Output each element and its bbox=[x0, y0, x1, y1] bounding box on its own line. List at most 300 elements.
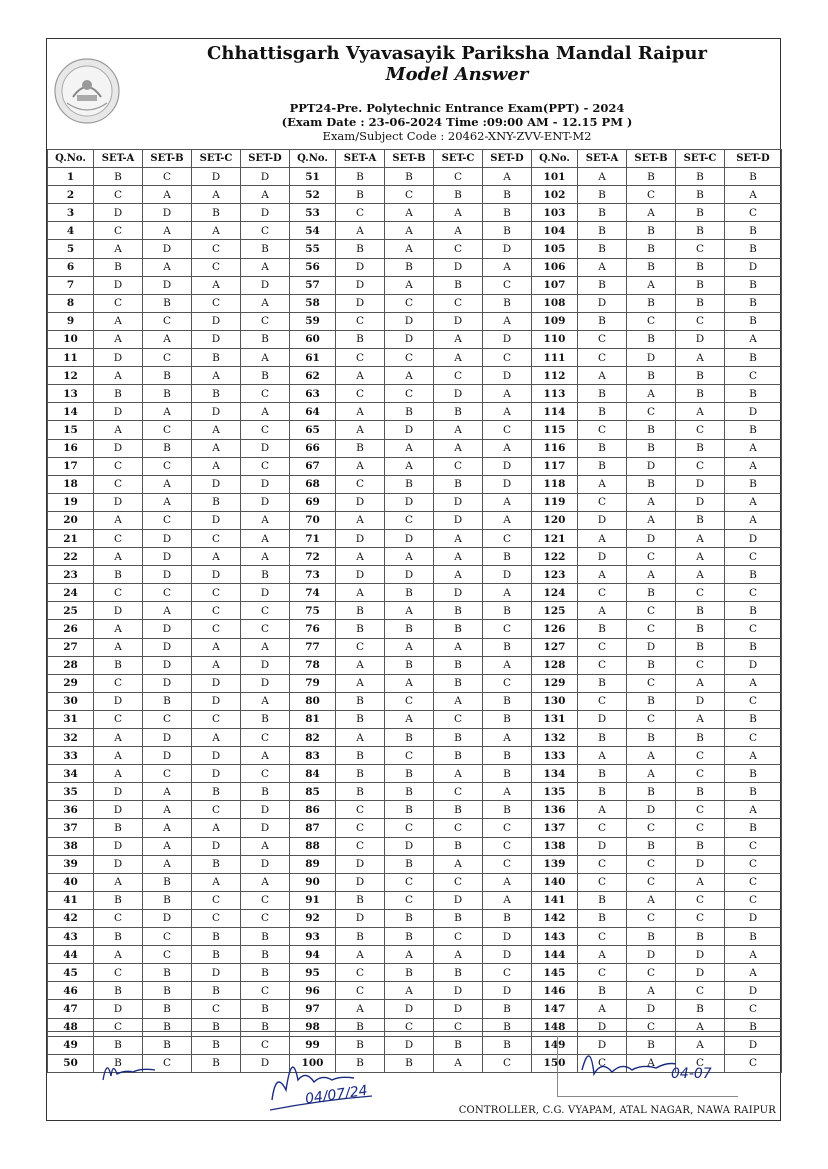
answer-cell: B bbox=[627, 294, 676, 312]
answer-cell: B bbox=[336, 330, 385, 348]
question-number-cell: 40 bbox=[48, 873, 94, 891]
answer-cell: B bbox=[192, 928, 241, 946]
answer-cell: D bbox=[385, 1000, 434, 1018]
table-row bbox=[48, 276, 782, 294]
question-number-cell: 13 bbox=[48, 385, 94, 403]
answer-cell: C bbox=[143, 168, 192, 186]
answer-cell: D bbox=[336, 566, 385, 584]
question-number-cell: 103 bbox=[532, 204, 578, 222]
question-number-cell: 25 bbox=[48, 602, 94, 620]
answer-cell: B bbox=[241, 240, 290, 258]
answer-cell: A bbox=[336, 674, 385, 692]
answer-cell: A bbox=[434, 330, 483, 348]
answer-cell: C bbox=[725, 367, 782, 385]
answer-cell: B bbox=[385, 1054, 434, 1072]
answer-cell: A bbox=[578, 747, 627, 765]
table-row bbox=[48, 891, 782, 909]
answer-cell: D bbox=[434, 891, 483, 909]
answer-cell: C bbox=[192, 240, 241, 258]
answer-cell: B bbox=[241, 964, 290, 982]
question-number-cell: 110 bbox=[532, 330, 578, 348]
question-number-cell: 140 bbox=[532, 873, 578, 891]
table-row bbox=[48, 873, 782, 891]
question-number-cell: 19 bbox=[48, 493, 94, 511]
answer-cell: C bbox=[241, 729, 290, 747]
answer-cell: C bbox=[578, 493, 627, 511]
answer-cell: A bbox=[434, 692, 483, 710]
answer-cell: B bbox=[192, 1054, 241, 1072]
answer-cell: C bbox=[94, 1018, 143, 1036]
answer-cell: A bbox=[483, 511, 532, 529]
answer-cell: B bbox=[627, 1036, 676, 1054]
table-row bbox=[48, 349, 782, 367]
answer-cell: B bbox=[434, 964, 483, 982]
answer-cell: D bbox=[143, 548, 192, 566]
table-row bbox=[48, 638, 782, 656]
question-number-cell: 77 bbox=[290, 638, 336, 656]
answer-cell: D bbox=[434, 584, 483, 602]
table-row bbox=[48, 566, 782, 584]
answer-cell: B bbox=[192, 783, 241, 801]
answer-cell: C bbox=[241, 312, 290, 330]
answer-cell: D bbox=[241, 439, 290, 457]
question-number-cell: 57 bbox=[290, 276, 336, 294]
answer-cell: B bbox=[483, 638, 532, 656]
question-number-cell: 14 bbox=[48, 403, 94, 421]
question-number-cell: 38 bbox=[48, 837, 94, 855]
answer-cell: A bbox=[94, 729, 143, 747]
answer-cell: C bbox=[578, 855, 627, 873]
answer-cell: B bbox=[241, 783, 290, 801]
question-number-cell: 116 bbox=[532, 439, 578, 457]
question-number-cell: 87 bbox=[290, 819, 336, 837]
question-number-cell: 114 bbox=[532, 403, 578, 421]
answer-cell: A bbox=[483, 729, 532, 747]
answer-cell: D bbox=[483, 457, 532, 475]
answer-cell: C bbox=[434, 367, 483, 385]
table-row bbox=[48, 710, 782, 728]
answer-cell: D bbox=[627, 638, 676, 656]
answer-cell: C bbox=[192, 909, 241, 927]
answer-cell: A bbox=[241, 638, 290, 656]
question-number-cell: 109 bbox=[532, 312, 578, 330]
table-row bbox=[48, 674, 782, 692]
answer-cell: C bbox=[336, 982, 385, 1000]
answer-cell: D bbox=[94, 837, 143, 855]
answer-cell: A bbox=[434, 421, 483, 439]
answer-cell: D bbox=[676, 330, 725, 348]
answer-cell: C bbox=[241, 982, 290, 1000]
answer-cell: C bbox=[676, 240, 725, 258]
answer-cell: B bbox=[483, 1000, 532, 1018]
answer-cell: D bbox=[578, 710, 627, 728]
question-number-cell: 42 bbox=[48, 909, 94, 927]
answer-cell: B bbox=[94, 258, 143, 276]
answer-cell: C bbox=[578, 638, 627, 656]
answer-cell: B bbox=[725, 638, 782, 656]
answer-cell: A bbox=[578, 529, 627, 547]
answer-cell: A bbox=[385, 276, 434, 294]
answer-cell: C bbox=[143, 457, 192, 475]
answer-cell: A bbox=[578, 475, 627, 493]
answer-cell: A bbox=[192, 656, 241, 674]
answer-cell: B bbox=[676, 222, 725, 240]
answer-cell: B bbox=[676, 602, 725, 620]
answer-cell: D bbox=[192, 964, 241, 982]
answer-cell: B bbox=[143, 367, 192, 385]
answer-cell: D bbox=[241, 493, 290, 511]
answer-cell: A bbox=[434, 222, 483, 240]
answer-cell: C bbox=[483, 276, 532, 294]
answer-cell: C bbox=[192, 258, 241, 276]
answer-cell: B bbox=[483, 765, 532, 783]
answer-cell: C bbox=[94, 674, 143, 692]
answer-cell: C bbox=[627, 964, 676, 982]
answer-cell: D bbox=[143, 204, 192, 222]
answer-cell: A bbox=[336, 1000, 385, 1018]
answer-cell: C bbox=[676, 1054, 725, 1072]
answer-cell: D bbox=[434, 982, 483, 1000]
answer-cell: A bbox=[725, 186, 782, 204]
answer-cell: C bbox=[725, 1054, 782, 1072]
answer-cell: D bbox=[483, 475, 532, 493]
answer-cell: D bbox=[94, 276, 143, 294]
answer-cell: A bbox=[434, 1054, 483, 1072]
answer-cell: B bbox=[627, 837, 676, 855]
answer-cell: B bbox=[676, 1000, 725, 1018]
column-header: SET-C bbox=[434, 150, 483, 168]
answer-cell: C bbox=[434, 1018, 483, 1036]
answer-cell: D bbox=[241, 855, 290, 873]
question-number-cell: 142 bbox=[532, 909, 578, 927]
answer-cell: C bbox=[241, 909, 290, 927]
answer-cell: A bbox=[192, 548, 241, 566]
answer-cell: D bbox=[434, 385, 483, 403]
answer-cell: B bbox=[578, 982, 627, 1000]
answer-cell: B bbox=[676, 168, 725, 186]
question-number-cell: 101 bbox=[532, 168, 578, 186]
answer-cell: D bbox=[434, 493, 483, 511]
answer-cell: B bbox=[385, 656, 434, 674]
answer-cell: A bbox=[627, 747, 676, 765]
answer-cell: A bbox=[483, 312, 532, 330]
answer-cell: C bbox=[627, 873, 676, 891]
answer-cell: B bbox=[336, 928, 385, 946]
answer-cell: B bbox=[336, 602, 385, 620]
answer-cell: D bbox=[94, 493, 143, 511]
answer-cell: A bbox=[241, 692, 290, 710]
answer-cell: C bbox=[192, 529, 241, 547]
exam-code: Exam/Subject Code : 20462-XNY-ZVV-ENT-M2 bbox=[322, 129, 592, 143]
answer-cell: B bbox=[725, 566, 782, 584]
answer-cell: D bbox=[578, 294, 627, 312]
question-number-cell: 137 bbox=[532, 819, 578, 837]
answer-cell: B bbox=[483, 747, 532, 765]
answer-cell: D bbox=[241, 475, 290, 493]
question-number-cell: 92 bbox=[290, 909, 336, 927]
answer-cell: A bbox=[627, 385, 676, 403]
table-row bbox=[48, 909, 782, 927]
question-number-cell: 78 bbox=[290, 656, 336, 674]
answer-cell: A bbox=[143, 602, 192, 620]
answer-cell: A bbox=[385, 367, 434, 385]
table-row bbox=[48, 330, 782, 348]
answer-cell: C bbox=[578, 928, 627, 946]
column-header: SET-A bbox=[336, 150, 385, 168]
answer-cell: C bbox=[241, 222, 290, 240]
answer-cell: B bbox=[627, 584, 676, 602]
answer-cell: C bbox=[434, 928, 483, 946]
answer-cell: D bbox=[192, 403, 241, 421]
answer-cell: C bbox=[192, 1000, 241, 1018]
answer-cell: A bbox=[434, 946, 483, 964]
answer-cell: B bbox=[434, 747, 483, 765]
answer-cell: A bbox=[725, 330, 782, 348]
answer-cell: C bbox=[627, 855, 676, 873]
answer-cell: A bbox=[94, 946, 143, 964]
answer-cell: D bbox=[434, 312, 483, 330]
answer-cell: D bbox=[94, 403, 143, 421]
table-row bbox=[48, 620, 782, 638]
answer-cell: D bbox=[336, 493, 385, 511]
table-body bbox=[48, 168, 782, 1073]
question-number-cell: 132 bbox=[532, 729, 578, 747]
answer-cell: C bbox=[627, 819, 676, 837]
question-number-cell: 2 bbox=[48, 186, 94, 204]
answer-cell: A bbox=[192, 457, 241, 475]
question-number-cell: 124 bbox=[532, 584, 578, 602]
answer-cell: B bbox=[143, 964, 192, 982]
question-number-cell: 126 bbox=[532, 620, 578, 638]
answer-cell: B bbox=[676, 204, 725, 222]
answer-cell: D bbox=[483, 946, 532, 964]
table-row bbox=[48, 367, 782, 385]
column-header: SET-B bbox=[143, 150, 192, 168]
question-number-cell: 63 bbox=[290, 385, 336, 403]
question-number-cell: 52 bbox=[290, 186, 336, 204]
table-row bbox=[48, 439, 782, 457]
answer-cell: A bbox=[192, 276, 241, 294]
answer-cell: B bbox=[483, 602, 532, 620]
question-number-cell: 46 bbox=[48, 982, 94, 1000]
answer-cell: D bbox=[192, 747, 241, 765]
answer-cell: D bbox=[385, 330, 434, 348]
question-number-cell: 7 bbox=[48, 276, 94, 294]
answer-cell: B bbox=[676, 783, 725, 801]
answer-cell: A bbox=[725, 674, 782, 692]
answer-cell: D bbox=[336, 909, 385, 927]
answer-cell: B bbox=[192, 204, 241, 222]
answer-cell: A bbox=[483, 873, 532, 891]
answer-cell: A bbox=[143, 258, 192, 276]
answer-cell: B bbox=[434, 602, 483, 620]
answer-cell: A bbox=[192, 638, 241, 656]
question-number-cell: 58 bbox=[290, 294, 336, 312]
answer-cell: C bbox=[143, 511, 192, 529]
question-number-cell: 20 bbox=[48, 511, 94, 529]
answer-cell: B bbox=[627, 475, 676, 493]
answer-cell: C bbox=[725, 837, 782, 855]
question-number-cell: 41 bbox=[48, 891, 94, 909]
question-number-cell: 69 bbox=[290, 493, 336, 511]
answer-cell: B bbox=[241, 946, 290, 964]
answer-cell: B bbox=[578, 891, 627, 909]
answer-cell: B bbox=[434, 186, 483, 204]
question-number-cell: 74 bbox=[290, 584, 336, 602]
answer-cell: B bbox=[578, 674, 627, 692]
answer-cell: B bbox=[578, 186, 627, 204]
question-number-cell: 32 bbox=[48, 729, 94, 747]
answer-cell: A bbox=[94, 240, 143, 258]
answer-cell: D bbox=[627, 1000, 676, 1018]
question-number-cell: 76 bbox=[290, 620, 336, 638]
answer-cell: A bbox=[143, 475, 192, 493]
answer-cell: A bbox=[94, 873, 143, 891]
answer-cell: A bbox=[192, 439, 241, 457]
answer-cell: D bbox=[385, 312, 434, 330]
answer-cell: A bbox=[385, 638, 434, 656]
answer-cell: B bbox=[578, 909, 627, 927]
answer-cell: C bbox=[143, 312, 192, 330]
answer-cell: C bbox=[725, 692, 782, 710]
answer-cell: D bbox=[725, 909, 782, 927]
question-number-cell: 139 bbox=[532, 855, 578, 873]
answer-cell: B bbox=[725, 710, 782, 728]
answer-cell: D bbox=[94, 602, 143, 620]
answer-cell: A bbox=[627, 1054, 676, 1072]
answer-cell: C bbox=[143, 1054, 192, 1072]
answer-cell: A bbox=[483, 656, 532, 674]
table-row bbox=[48, 511, 782, 529]
answer-cell: C bbox=[676, 819, 725, 837]
table-row bbox=[48, 928, 782, 946]
answer-cell: D bbox=[192, 566, 241, 584]
answer-cell: C bbox=[483, 1054, 532, 1072]
answer-cell: B bbox=[483, 801, 532, 819]
answer-cell: B bbox=[483, 204, 532, 222]
answer-cell: A bbox=[676, 548, 725, 566]
answer-cell: D bbox=[192, 330, 241, 348]
question-number-cell: 104 bbox=[532, 222, 578, 240]
question-number-cell: 131 bbox=[532, 710, 578, 728]
answer-cell: B bbox=[627, 421, 676, 439]
answer-cell: B bbox=[725, 1018, 782, 1036]
answer-cell: D bbox=[578, 511, 627, 529]
answer-cell: B bbox=[627, 439, 676, 457]
answer-cell: B bbox=[483, 1018, 532, 1036]
answer-cell: A bbox=[192, 819, 241, 837]
question-number-cell: 45 bbox=[48, 964, 94, 982]
answer-cell: D bbox=[241, 674, 290, 692]
answer-cell: D bbox=[336, 529, 385, 547]
answer-cell: B bbox=[143, 385, 192, 403]
answer-cell: A bbox=[143, 819, 192, 837]
table-row bbox=[48, 204, 782, 222]
answer-cell: B bbox=[676, 928, 725, 946]
answer-cell: C bbox=[143, 584, 192, 602]
column-header: SET-B bbox=[627, 150, 676, 168]
column-header: SET-D bbox=[725, 150, 782, 168]
answer-cell: D bbox=[192, 674, 241, 692]
answer-cell: A bbox=[385, 982, 434, 1000]
answer-cell: C bbox=[94, 710, 143, 728]
answer-cell: C bbox=[385, 819, 434, 837]
answer-cell: C bbox=[434, 240, 483, 258]
table-row bbox=[48, 783, 782, 801]
answer-cell: A bbox=[143, 330, 192, 348]
answer-cell: C bbox=[483, 620, 532, 638]
answer-cell: B bbox=[434, 403, 483, 421]
question-number-cell: 55 bbox=[290, 240, 336, 258]
answer-cell: A bbox=[385, 457, 434, 475]
answer-cell: A bbox=[434, 439, 483, 457]
answer-cell: B bbox=[241, 1018, 290, 1036]
table-row bbox=[48, 801, 782, 819]
answer-cell: B bbox=[192, 946, 241, 964]
answer-cell: D bbox=[241, 819, 290, 837]
answer-table bbox=[47, 149, 782, 1073]
table-row bbox=[48, 294, 782, 312]
answer-cell: D bbox=[192, 312, 241, 330]
answer-cell: C bbox=[94, 186, 143, 204]
column-header: SET-B bbox=[385, 150, 434, 168]
table-row bbox=[48, 747, 782, 765]
answer-cell: B bbox=[725, 276, 782, 294]
answer-cell: C bbox=[434, 294, 483, 312]
answer-cell: C bbox=[676, 747, 725, 765]
answer-cell: B bbox=[336, 1018, 385, 1036]
answer-cell: C bbox=[627, 602, 676, 620]
answer-cell: D bbox=[627, 946, 676, 964]
table-row bbox=[48, 529, 782, 547]
answer-cell: D bbox=[627, 529, 676, 547]
question-number-cell: 27 bbox=[48, 638, 94, 656]
answer-cell: B bbox=[725, 294, 782, 312]
question-number-cell: 36 bbox=[48, 801, 94, 819]
answer-cell: C bbox=[627, 186, 676, 204]
answer-cell: C bbox=[676, 584, 725, 602]
question-number-cell: 50 bbox=[48, 1054, 94, 1072]
question-number-cell: 4 bbox=[48, 222, 94, 240]
table-row bbox=[48, 385, 782, 403]
answer-cell: C bbox=[336, 837, 385, 855]
answer-cell: C bbox=[94, 294, 143, 312]
question-number-cell: 98 bbox=[290, 1018, 336, 1036]
table-row bbox=[48, 258, 782, 276]
question-number-cell: 35 bbox=[48, 783, 94, 801]
answer-cell: B bbox=[385, 783, 434, 801]
answer-cell: D bbox=[434, 511, 483, 529]
question-number-cell: 135 bbox=[532, 783, 578, 801]
answer-cell: B bbox=[578, 222, 627, 240]
signature-date-2: 04-07 bbox=[671, 1066, 712, 1082]
answer-cell: B bbox=[434, 729, 483, 747]
answer-cell: C bbox=[627, 909, 676, 927]
answer-cell: C bbox=[385, 891, 434, 909]
answer-cell: C bbox=[725, 729, 782, 747]
answer-cell: B bbox=[94, 168, 143, 186]
question-number-cell: 100 bbox=[290, 1054, 336, 1072]
answer-cell: D bbox=[94, 439, 143, 457]
answer-cell: B bbox=[676, 276, 725, 294]
answer-cell: B bbox=[676, 837, 725, 855]
answer-cell: A bbox=[241, 349, 290, 367]
question-number-cell: 12 bbox=[48, 367, 94, 385]
answer-cell: A bbox=[627, 204, 676, 222]
question-number-cell: 33 bbox=[48, 747, 94, 765]
answer-cell: A bbox=[143, 186, 192, 204]
answer-cell: C bbox=[578, 330, 627, 348]
